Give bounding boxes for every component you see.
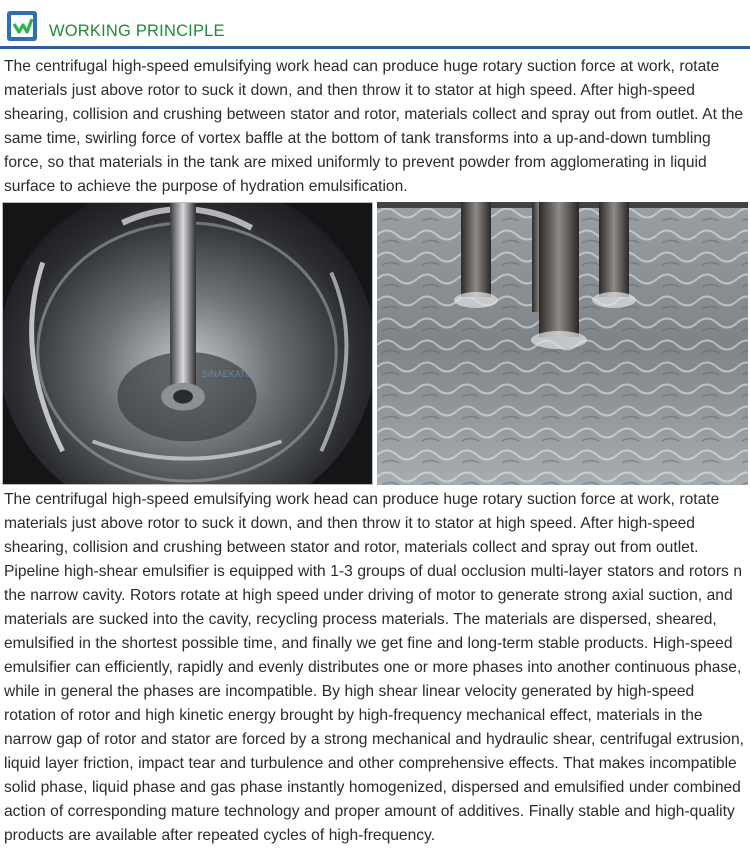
title-divider	[0, 46, 750, 49]
section-title: WORKING PRINCIPLE	[49, 22, 225, 40]
svg-text:SINAEKATO: SINAEKATO	[201, 368, 253, 379]
stainless-tank-interior-photo	[2, 202, 373, 485]
liquid-mixing-photo	[377, 202, 748, 485]
section-header	[0, 0, 750, 52]
intro-paragraph: The centrifugal high-speed emulsifying work head can produce huge rotary suction force at work, rotate materials just above rotor to suck it down, and then throw it to stator at high speed. After high-speed shearing, collision and crushing between stator and rotor, materials collect and spray out from outlet. At the same time, swirling force of vortex baffle at the bottom of tank transforms into a up-and-down tumbling force, so that materials in the tank are mixed uniformly to prevent powder from agglomerating in liquid surface to achieve the purpose of hydration emulsification.	[4, 58, 744, 195]
brand-logo-icon	[6, 10, 38, 42]
detail-paragraph: The centrifugal high-speed emulsifying work head can produce huge rotary suction force at work, rotate materials just above rotor to suck it down, and then throw it to stator at high speed. After high-speed shearing, collision and crushing between stator and rotor, materials collect and spray out from outlet. Pipeline high-shear emulsifier is equipped with 1-3 groups of dual occlusion multi-layer stators and rotors n the narrow cavity. Rotors rotate at high speed under driving of motor to generate strong axial suction, and materials are sucked into the cavity, recycling process materials. The materials are dispersed, sheared, emulsified in the shortest possible time, and finally we get fine and long-term stable products. High-speed emulsifier can efficiently, rapidly and evenly distributes one or more phases into another continuous phase, while in general the phases are incompatible. By high shear linear velocity generated by high-speed rotation of rotor and high kinetic energy brought by high-frequency mechanical effect, materials in the narrow gap of rotor and stator are forced by a strong mechanical and hydraulic shear, centrifugal extrusion, liquid layer friction, impact tear and turbulence and other comprehensive effects. That makes incompatible solid phase, liquid phase and gas phase instantly homogenized, dispersed and emulsified under combined action of corresponding mature technology and proper amount of additives. Finally stable and high-quality products are available after repeated cycles of high-frequency.	[4, 491, 744, 844]
